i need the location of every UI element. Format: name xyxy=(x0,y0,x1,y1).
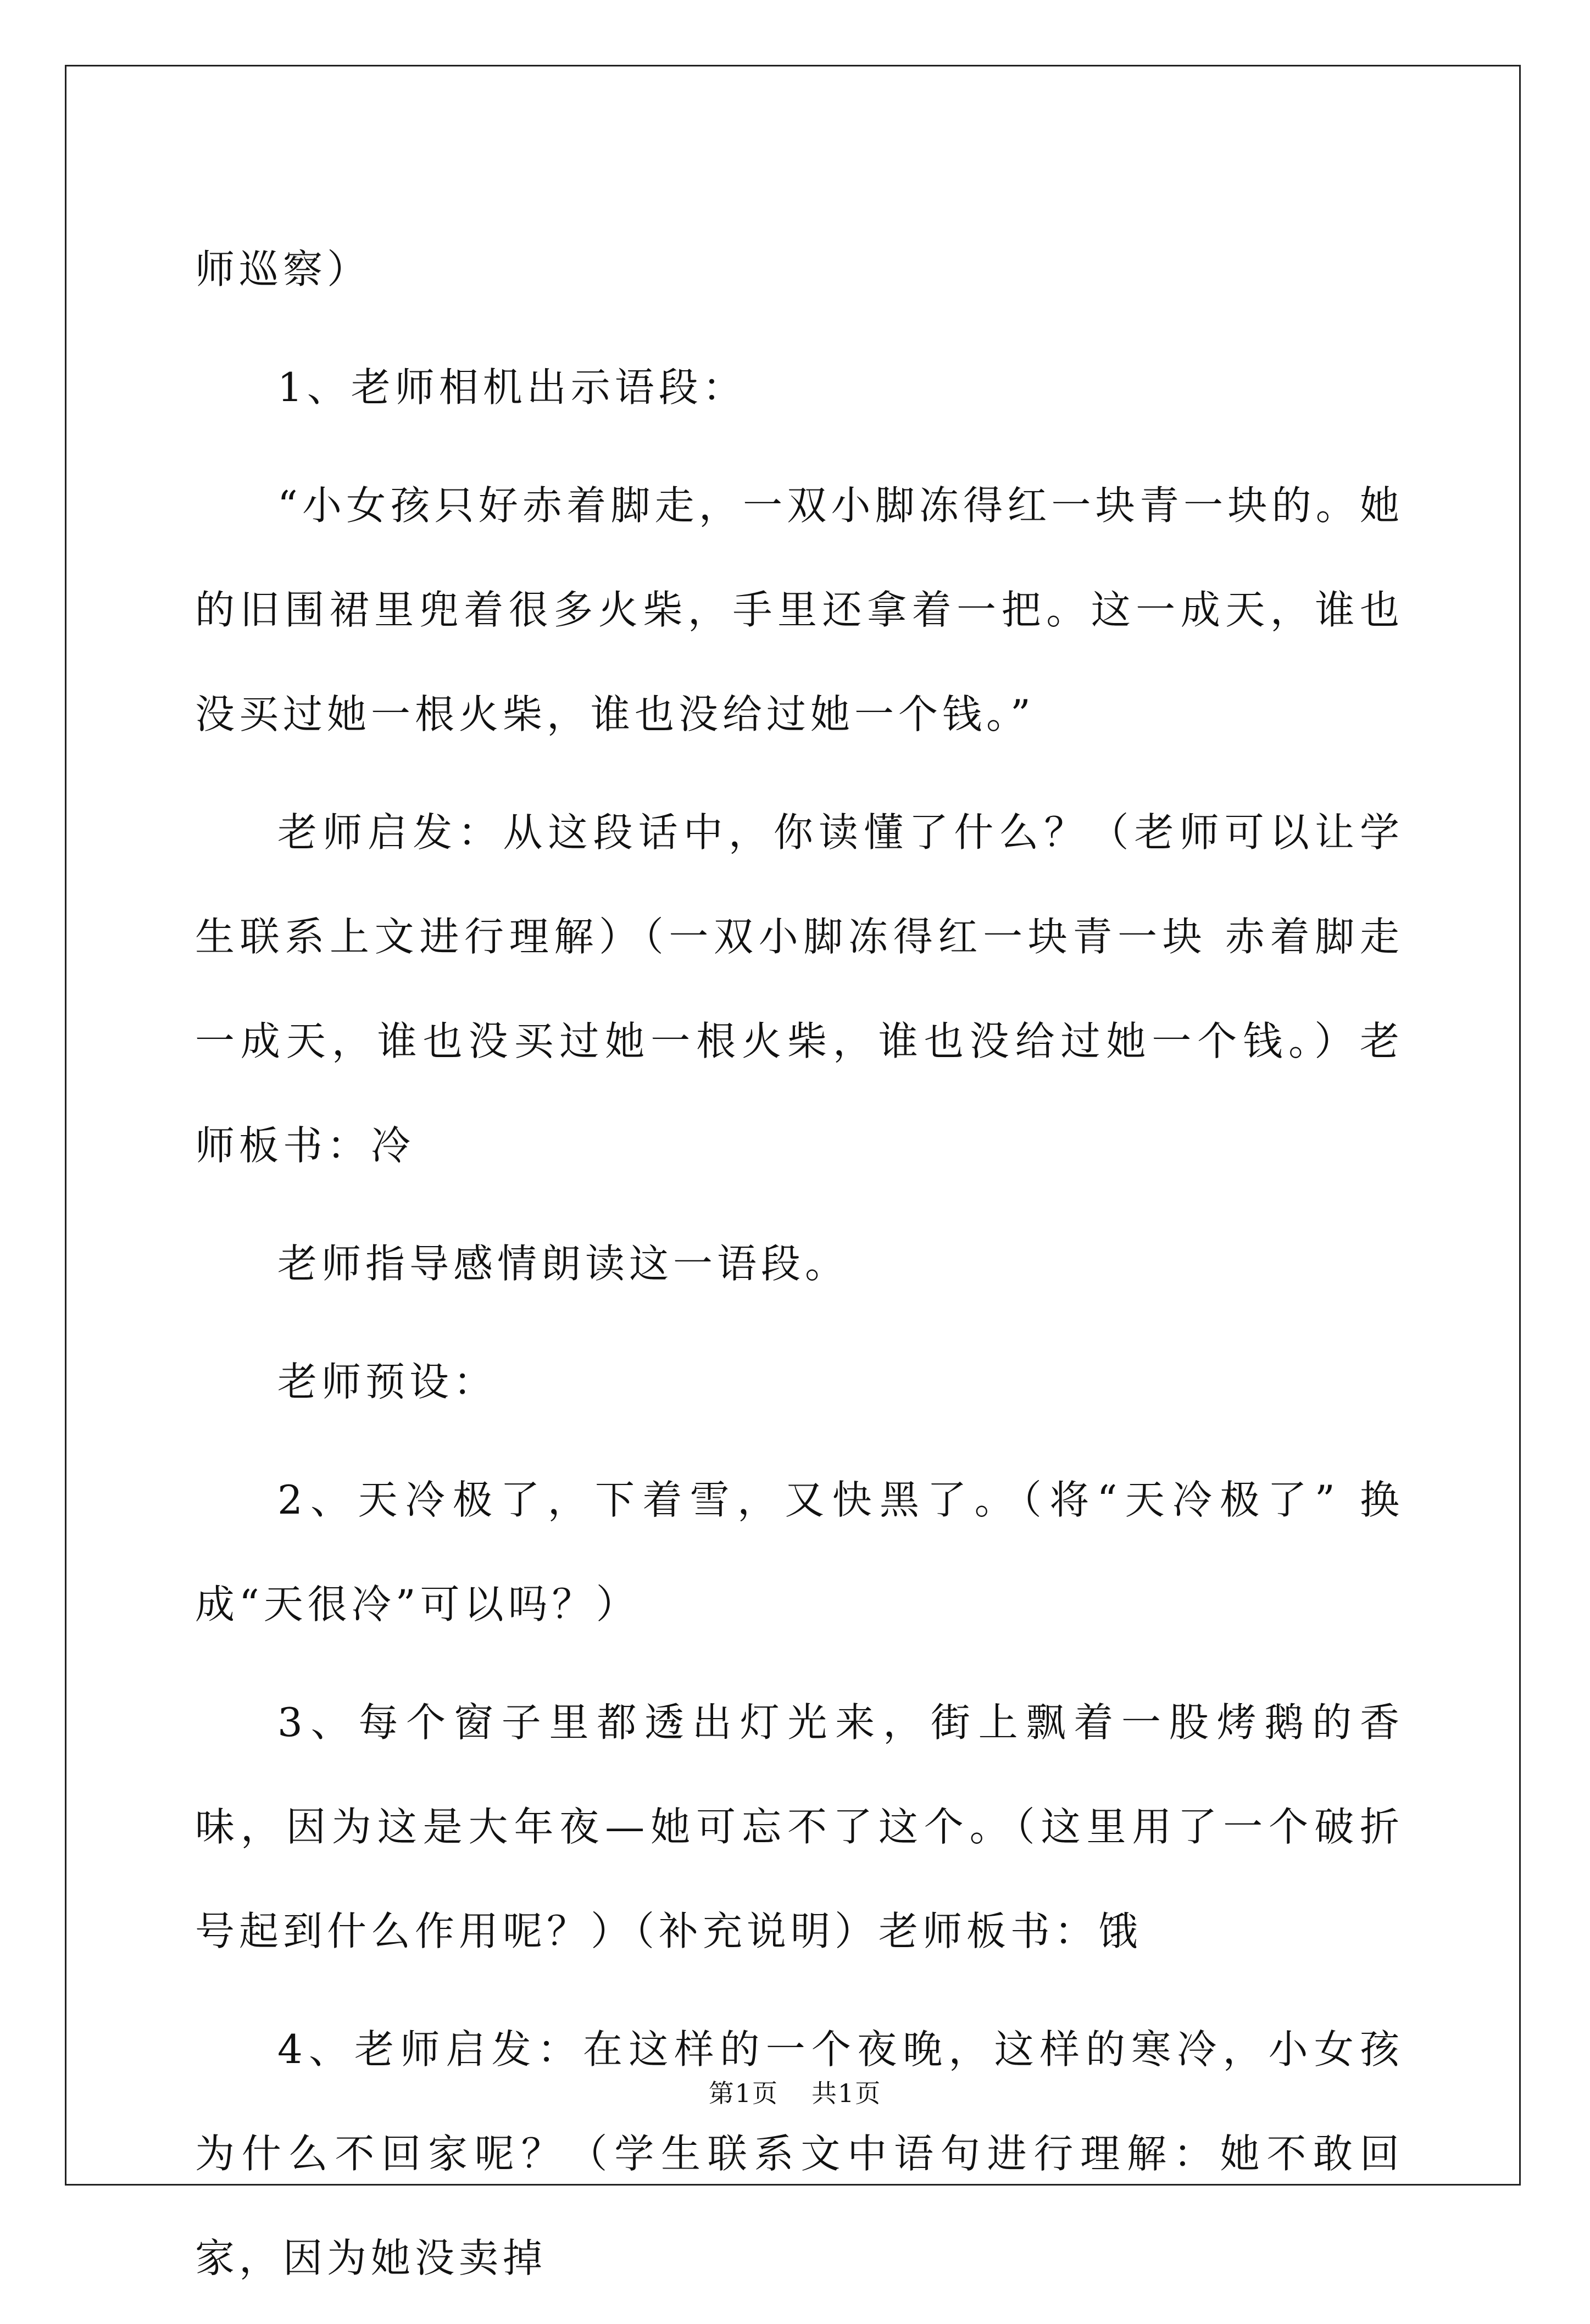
paragraph: 2、天冷极了，下着雪，又快黑了。（将“天冷极了” 换成“天很冷”可以吗？） xyxy=(195,1477,1404,1627)
page-total: 共1页 xyxy=(811,2078,882,2108)
document-body xyxy=(195,217,1404,2324)
paragraph: 1、老师相机出示语段： xyxy=(277,364,747,410)
paragraph: 师巡察） xyxy=(195,246,371,292)
paragraph: 老师预设： xyxy=(277,1359,498,1405)
page-footer xyxy=(0,2077,1590,2110)
paragraph: “小女孩只好赤着脚走，一双小脚冻得红一块青一块的。她的旧围裙里兜着很多火柴，手里还拿着一把。这一成天，谁也没买过她一根火柴，谁也没给过她一个钱。” xyxy=(195,482,1404,737)
page-number: 第1页 xyxy=(708,2078,779,2108)
paragraph: 老师指导感情朗读这一语段。 xyxy=(277,1241,849,1287)
paragraph: 3、每个窗子里都透出灯光来，街上飘着一股烤鹅的香味，因为这是大年夜—她可忘不了这个。（这里用了一个破折号起到什么作用呢？）（补充说明）老师板书：饿 xyxy=(195,1699,1404,1954)
paragraph: 老师启发：从这段话中，你读懂了什么？（老师可以让学生联系上文进行理解）（一双小脚冻得红一块青一块 赤着脚走 一成天，谁也没买过她一根火柴，谁也没给过她一个钱。）老师板书：冷 xyxy=(195,809,1404,1169)
paragraph: 4、老师启发：在这样的一个夜晚，这样的寒冷，小女孩为什么不回家呢？（学生联系文中语句进行理解：她不敢回家，因为她没卖掉 xyxy=(195,2026,1404,2281)
